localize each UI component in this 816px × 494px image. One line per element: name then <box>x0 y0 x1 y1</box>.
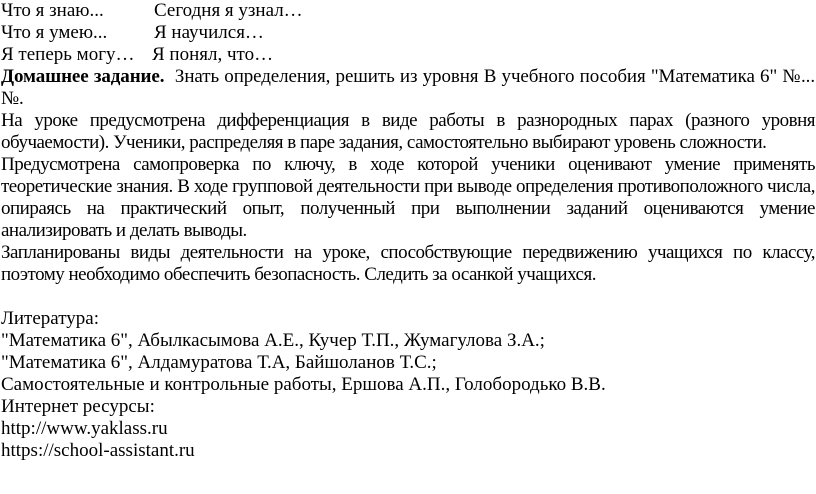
literature-item: "Математика 6", Алдамуратова Т.А, Байшоланов Т.С.; <box>1 352 437 373</box>
reflection-row <box>1 0 815 22</box>
reflection-prompt-right: Сегодня я узнал… <box>154 0 303 21</box>
reflection-prompt-right: Я понял, что… <box>152 44 274 65</box>
safety-paragraph: Запланированы виды деятельности на уроке, способствующие передвижению учащихся по классу, поэтому необходимо обеспечить безопасность. Следить за осанкой учащихся. <box>1 242 815 285</box>
internet-heading: Интернет ресурсы: <box>1 396 155 417</box>
homework-paragraph <box>1 66 815 110</box>
reflection-row <box>1 44 815 66</box>
document-page <box>1 0 815 462</box>
blank-line <box>1 286 815 308</box>
internet-link-yaklass: http://www.yaklass.ru <box>1 418 168 439</box>
reflection-prompt-left: Я теперь могу… <box>1 44 135 65</box>
literature-heading: Литература: <box>1 308 99 329</box>
literature-item: "Математика 6", Абылкасымова А.Е., Кучер Т.П., Жумагулова З.А.; <box>1 330 545 351</box>
reflection-prompt-left: Что я умею... <box>1 22 108 43</box>
reflection-prompt-left: Что я знаю... <box>1 0 104 21</box>
reflection-row <box>1 22 815 44</box>
reflection-prompt-right: Я научился… <box>154 22 264 43</box>
literature-item: Самостоятельные и контрольные работы, Ершова А.П., Голобородько В.В. <box>1 374 606 395</box>
homework-text: Знать определения, решить из уровня В учебного пособия "Математика 6" №...№. <box>1 66 815 109</box>
internet-link-school-assistant: https://school-assistant.ru <box>1 440 195 461</box>
homework-label: Домашнее задание. <box>1 66 165 87</box>
differentiation-paragraph: На уроке предусмотрена дифференциация в виде работы в разнородных парах (разного уровня обучаемости). Ученики, распределяя в паре задания, самостоятельно выбирают уровень сложности. <box>1 110 815 153</box>
self-check-paragraph: Предусмотрена самопроверка по ключу, в ходе которой ученики оценивают умение применять теоретические знания. В ходе групповой деятельности при выводе определения противоположного числа, опираясь на практический опыт, полученный при выполнении заданий оцениваются умение анализировать и делать выводы. <box>1 154 815 241</box>
